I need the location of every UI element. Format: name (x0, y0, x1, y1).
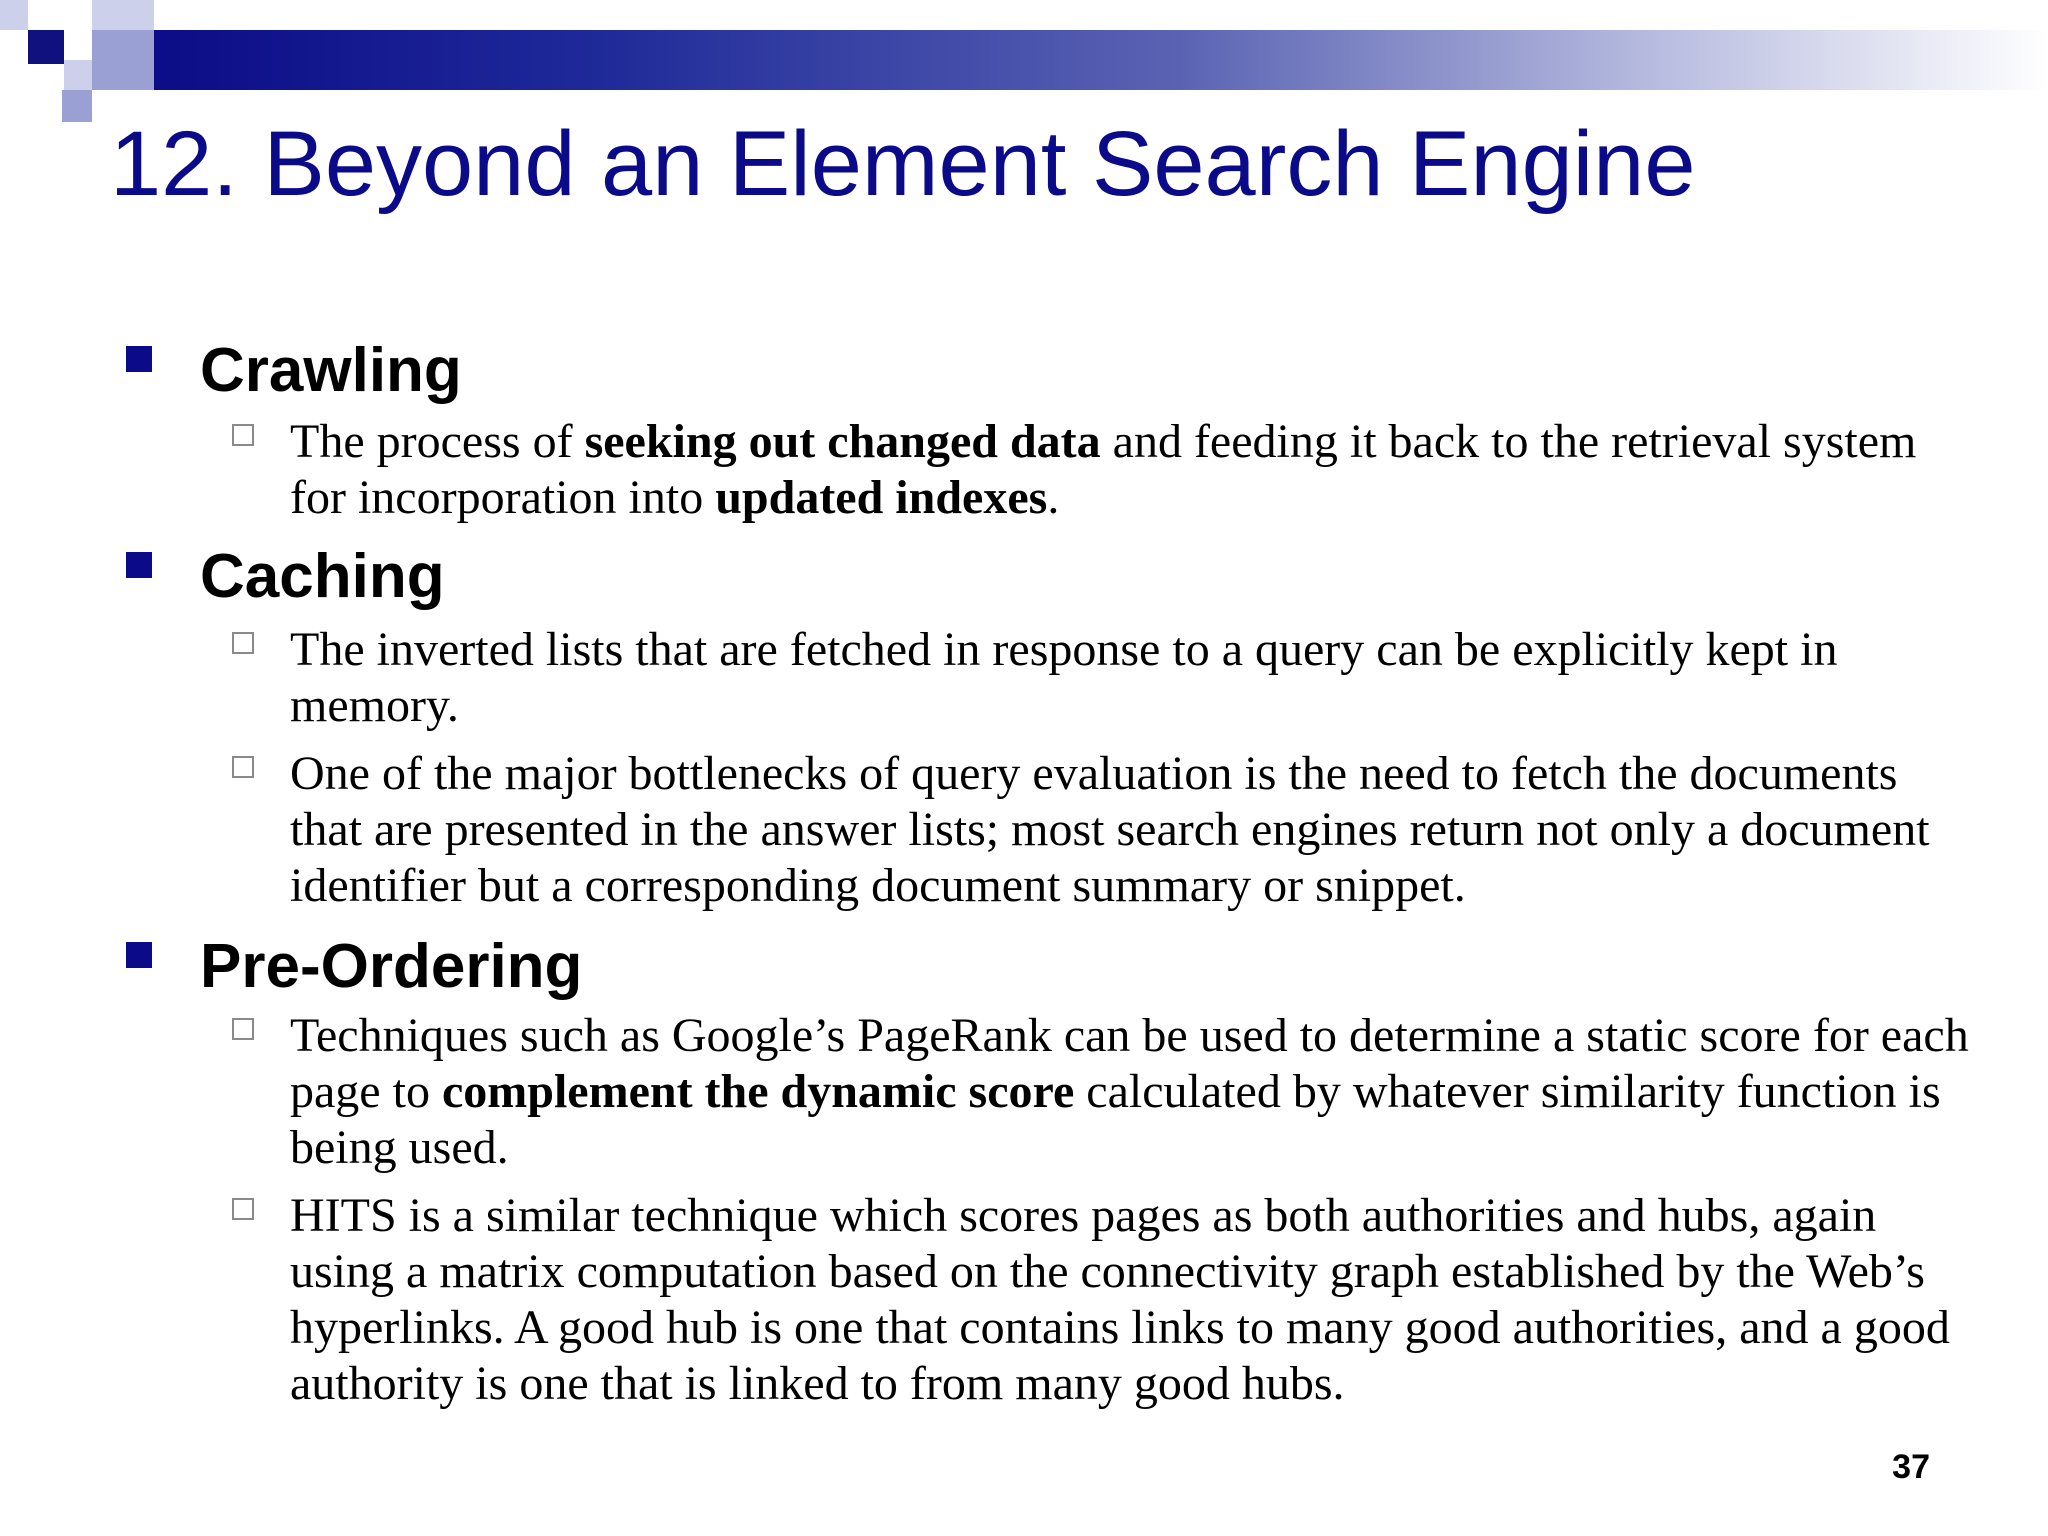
bullet-text: HITS is a similar technique which scores pages as both authorities and hubs, again using a matrix computation based on the connectivity graph established by the Web’s hyperlinks. A good hub is one that contains links to many good authorities, and a good authority is one that is linked to from many good hubs. (290, 1189, 1950, 1410)
section-heading-caching: Caching (200, 542, 445, 611)
bullet-text: One of the major bottlenecks of query evaluation is the need to fetch the documents that are presented in the answer lists; most search engines return not only a document identifier but a corresponding document summary or snippet. (290, 747, 1930, 912)
header-gradient-band (120, 30, 2048, 90)
decor-square (0, 0, 28, 30)
square-bullet-icon (126, 552, 152, 578)
bullet-text: The inverted lists that are fetched in response to a query can be explicitly kept in memory. (290, 623, 1838, 732)
decor-square (64, 60, 92, 90)
bullet-text: The process of seeking out changed data and feeding it back to the retrieval system for incorporation into updated indexes. (290, 415, 1917, 524)
bullet-text: Techniques such as Google’s PageRank can be used to determine a static score for each page to complement the dynamic score calculated by whatever similarity function is being used. (290, 1009, 1969, 1174)
hollow-square-bullet-icon (232, 1198, 254, 1220)
hollow-square-bullet-icon (232, 424, 254, 446)
slide-title: 12. Beyond an Element Search Engine (110, 113, 1696, 215)
decor-square (62, 90, 92, 122)
hollow-square-bullet-icon (232, 632, 254, 654)
section-heading-crawling: Crawling (200, 336, 462, 405)
section-heading-pre-ordering: Pre-Ordering (200, 932, 583, 1001)
decor-square (28, 30, 64, 64)
square-bullet-icon (126, 346, 152, 372)
page-number: 37 (1892, 1448, 1930, 1486)
square-bullet-icon (126, 942, 152, 968)
decor-square (92, 0, 154, 30)
hollow-square-bullet-icon (232, 1018, 254, 1040)
hollow-square-bullet-icon (232, 756, 254, 778)
decor-square (92, 30, 154, 90)
